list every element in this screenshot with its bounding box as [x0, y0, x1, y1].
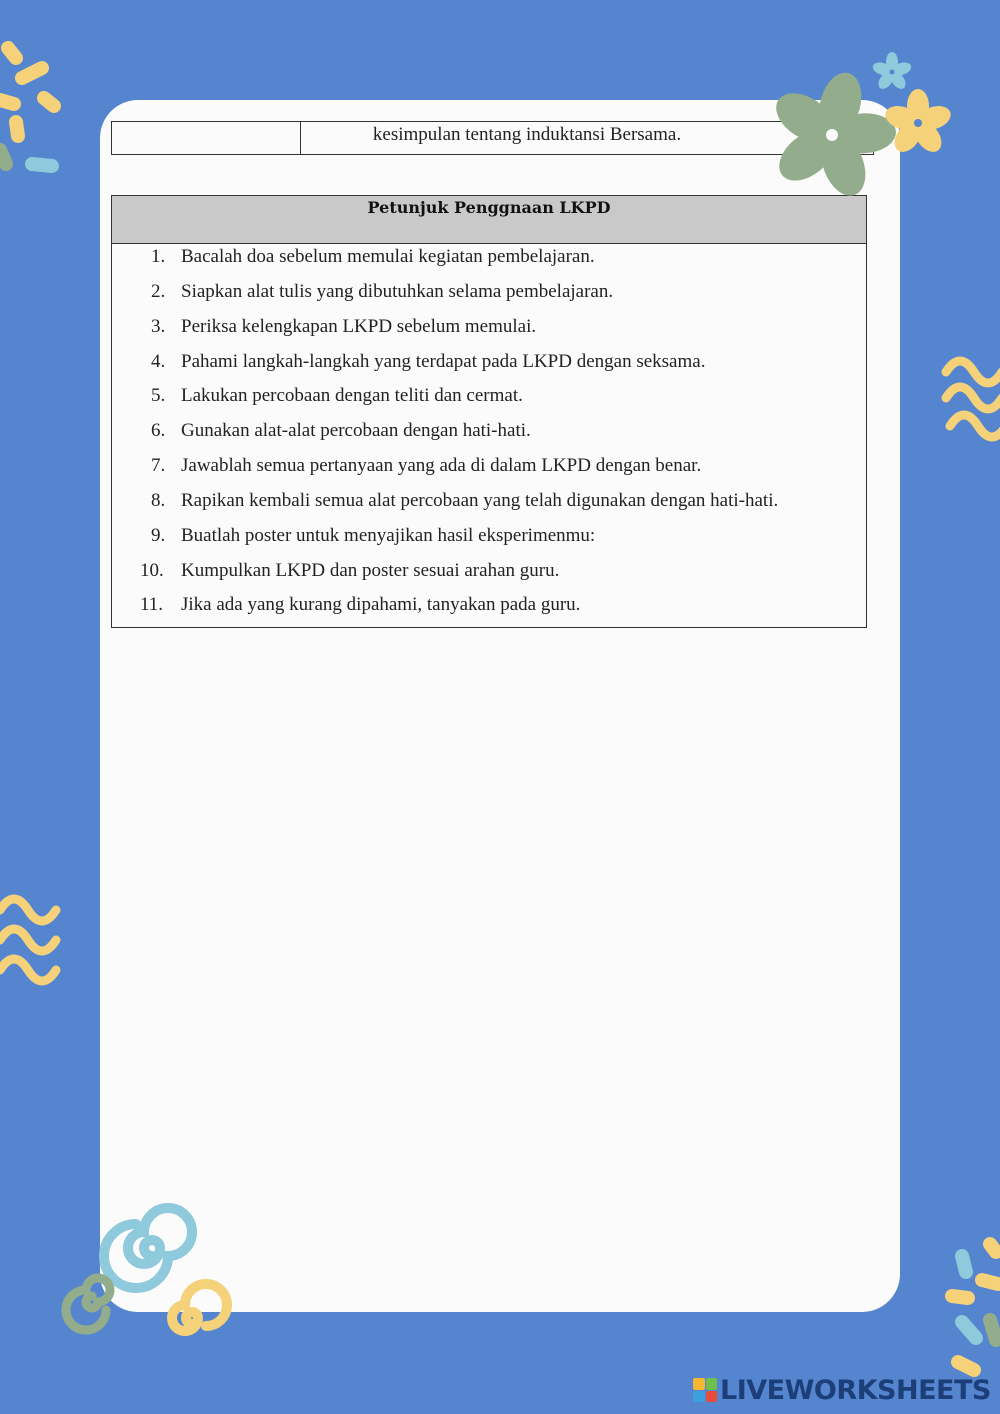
spiral-decoration [66, 1208, 227, 1331]
list-text: Bacalah doa sebelum memulai kegiatan pembelajaran. [181, 246, 595, 267]
list-text: Jawablah semua pertanyaan yang ada di dalam LKPD dengan benar. [181, 455, 702, 476]
list-text: Jika ada yang kurang dipahami, tanyakan pada guru. [181, 594, 581, 615]
list-text: Lakukan percobaan dengan teliti dan cermat. [181, 385, 523, 406]
list-number: 6. [151, 420, 166, 441]
list-number: 1. [151, 246, 166, 267]
list-number: 9. [151, 525, 166, 546]
list-number: 2. [151, 281, 166, 302]
list-text: Buatlah poster untuk menyajikan hasil eksperimenmu: [181, 525, 596, 546]
list-number: 3. [151, 316, 166, 337]
list-text: Pahami langkah-langkah yang terdapat pada LKPD dengan seksama. [181, 351, 706, 372]
flower-decoration-green [767, 68, 897, 202]
list-number: 5. [151, 385, 166, 406]
list-number: 11. [140, 594, 164, 615]
logo-text: LIVEWORKSHEETS [720, 1374, 991, 1406]
guide-title: Petunjuk Penggnaan LKPD [112, 196, 866, 244]
list-number: 7. [151, 455, 166, 476]
list-number: 4. [151, 351, 166, 372]
list-number: 10. [140, 560, 164, 581]
list-text: Rapikan kembali semua alat percobaan yang telah digunakan dengan hati-hati. [181, 490, 779, 511]
list-text: Kumpulkan LKPD dan poster sesuai arahan guru. [181, 560, 560, 581]
liveworksheets-logo [693, 1374, 991, 1406]
list-text: Gunakan alat-alat percobaan dengan hati-hati. [181, 420, 531, 441]
list-number: 8. [151, 490, 166, 511]
list-text: Periksa kelengkapan LKPD sebelum memulai. [181, 316, 537, 337]
flower-decoration-blue [871, 52, 913, 92]
table-cell-text: kesimpulan tentang induktansi Bersama. [372, 124, 682, 145]
flower-decoration-yellow [882, 89, 953, 157]
list-text: Siapkan alat tulis yang dibutuhkan selama pembelajaran. [181, 281, 614, 302]
logo-icon [693, 1378, 717, 1402]
